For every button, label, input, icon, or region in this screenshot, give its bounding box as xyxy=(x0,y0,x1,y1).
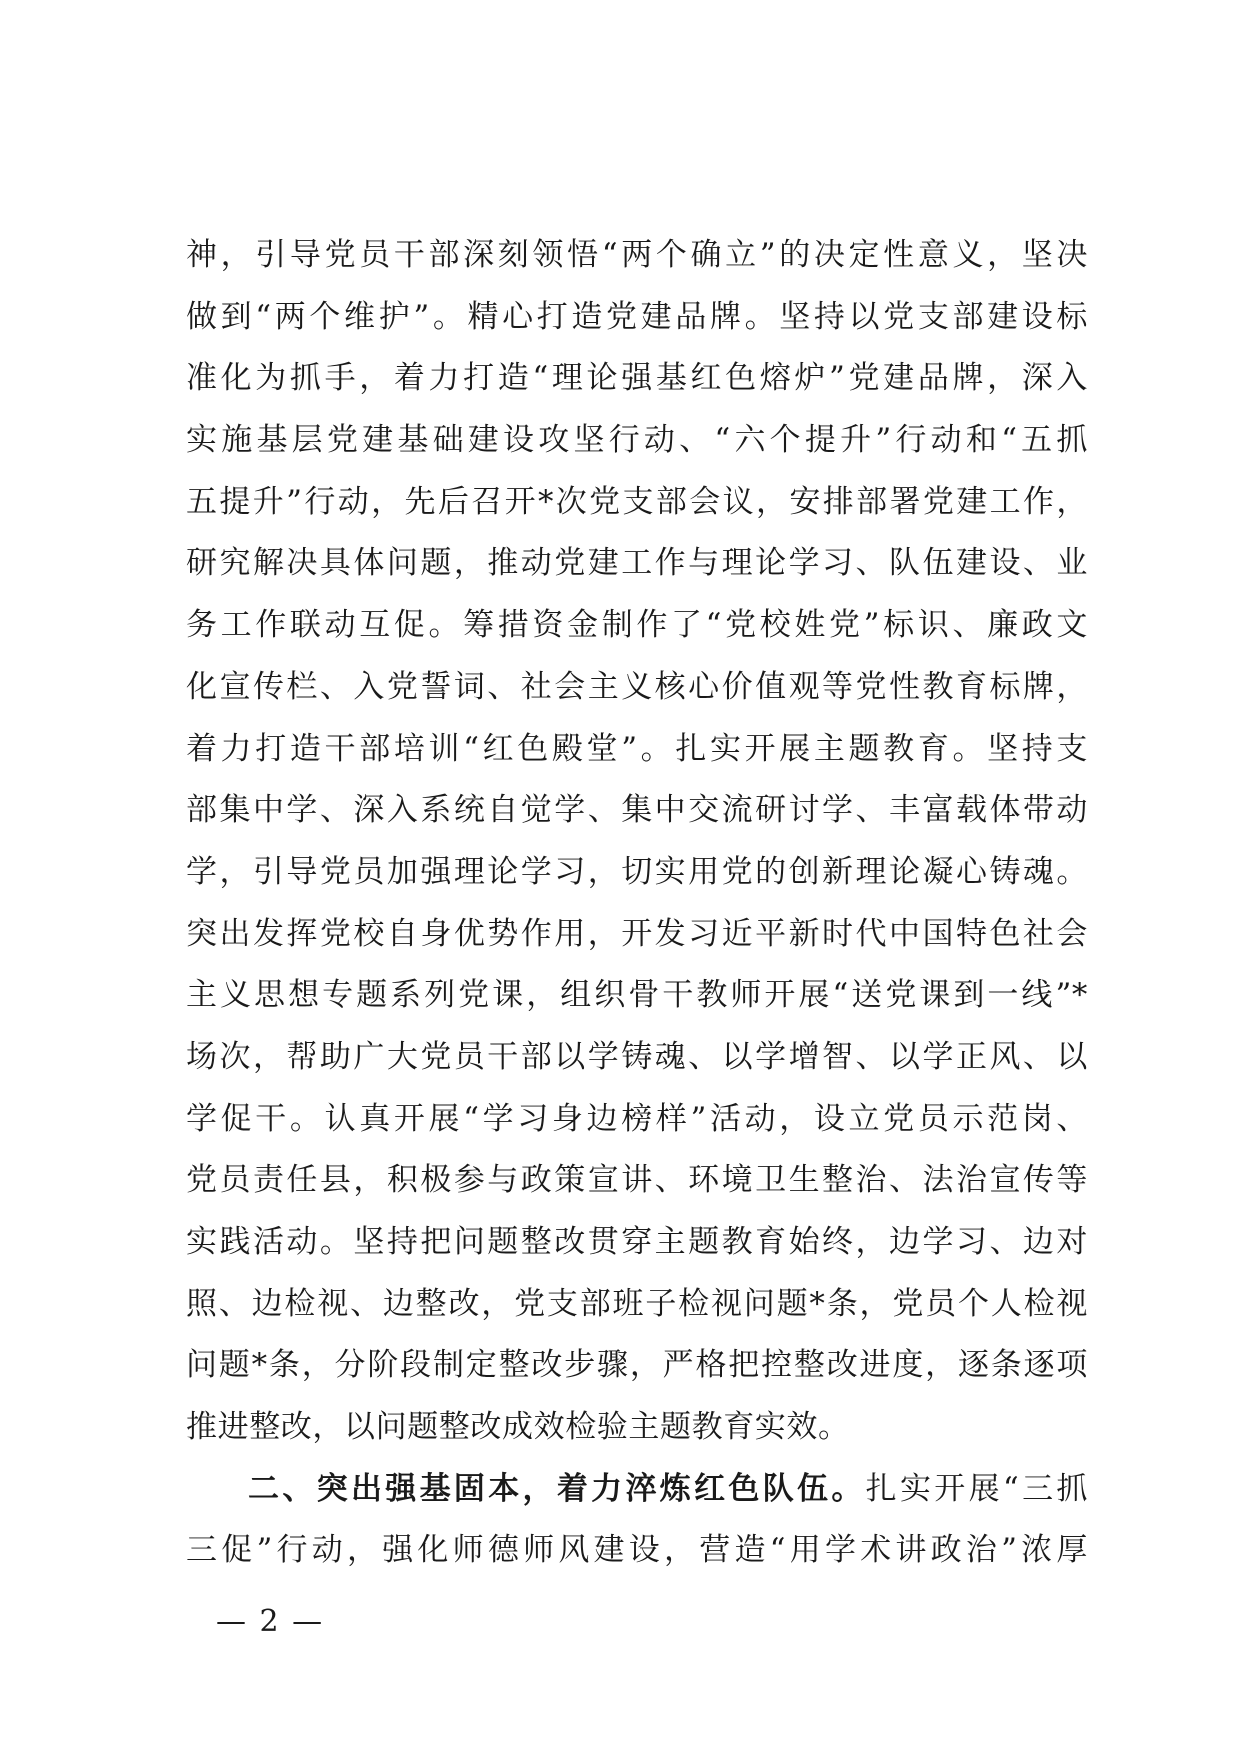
text-line: 突出发挥党校自身优势作用，开发习近平新时代中国特色社会 xyxy=(186,915,1088,952)
text-line: 准化为抓手，着力打造“理论强基红色熔炉”党建品牌，深入 xyxy=(186,360,1088,397)
text-line: 主义思想专题系列党课，组织骨干教师开展“送党课到一线”* xyxy=(186,977,1088,1014)
page-number: — 2 — xyxy=(216,1604,325,1639)
text-line: 党员责任县，积极参与政策宣讲、环境卫生整治、法治宣传等 xyxy=(186,1162,1088,1199)
text-line: 部集中学、深入系统自觉学、集中交流研讨学、丰富载体带动 xyxy=(186,792,1088,829)
text-line: 场次，帮助广大党员干部以学铸魂、以学增智、以学正风、以 xyxy=(186,1038,1088,1075)
text-line: 学促干。认真开展“学习身边榜样”活动，设立党员示范岗、 xyxy=(186,1100,1088,1137)
text-line: 着力打造干部培训“红色殿堂”。扎实开展主题教育。坚持支 xyxy=(186,730,1088,767)
section-2-line1-text: 扎实开展“三抓 xyxy=(865,1470,1088,1507)
text-line-paragraph-end: 推进整改，以问题整改成效检验主题教育实效。 xyxy=(186,1409,850,1446)
text-line: 化宣传栏、入党誓词、社会主义核心价值观等党性教育标牌， xyxy=(186,668,1088,705)
section-2-second-line: 三促”行动，强化师德师风建设，营造“用学术讲政治”浓厚 xyxy=(186,1532,1088,1569)
text-line: 研究解决具体问题，推动党建工作与理论学习、队伍建设、业 xyxy=(186,545,1088,582)
text-line: 五提升”行动，先后召开*次党支部会议，安排部署党建工作， xyxy=(186,483,1088,520)
text-line: 神，引导党员干部深刻领悟“两个确立”的决定性意义，坚决 xyxy=(186,237,1088,273)
text-line: 实践活动。坚持把问题整改贯穿主题教育始终，边学习、边对 xyxy=(186,1224,1088,1260)
text-line: 做到“两个维护”。精心打造党建品牌。坚持以党支部建设标 xyxy=(186,298,1088,335)
text-line: 问题*条，分阶段制定整改步骤，严格把控整改进度，逐条逐项 xyxy=(186,1347,1088,1384)
section-2-heading: 二、突出强基固本，着力淬炼红色队伍。 xyxy=(248,1470,866,1507)
text-line: 务工作联动互促。筹措资金制作了“党校姓党”标识、廉政文 xyxy=(186,607,1088,644)
section-2-first-line xyxy=(186,1459,1088,1521)
body-text xyxy=(186,225,1088,1582)
text-line: 学，引导党员加强理论学习，切实用党的创新理论凝心铸魂。 xyxy=(186,853,1088,890)
text-line: 照、边检视、边整改，党支部班子检视问题*条，党员个人检视 xyxy=(186,1285,1088,1322)
text-line: 实施基层党建基础建设攻坚行动、“六个提升”行动和“五抓 xyxy=(186,422,1088,459)
